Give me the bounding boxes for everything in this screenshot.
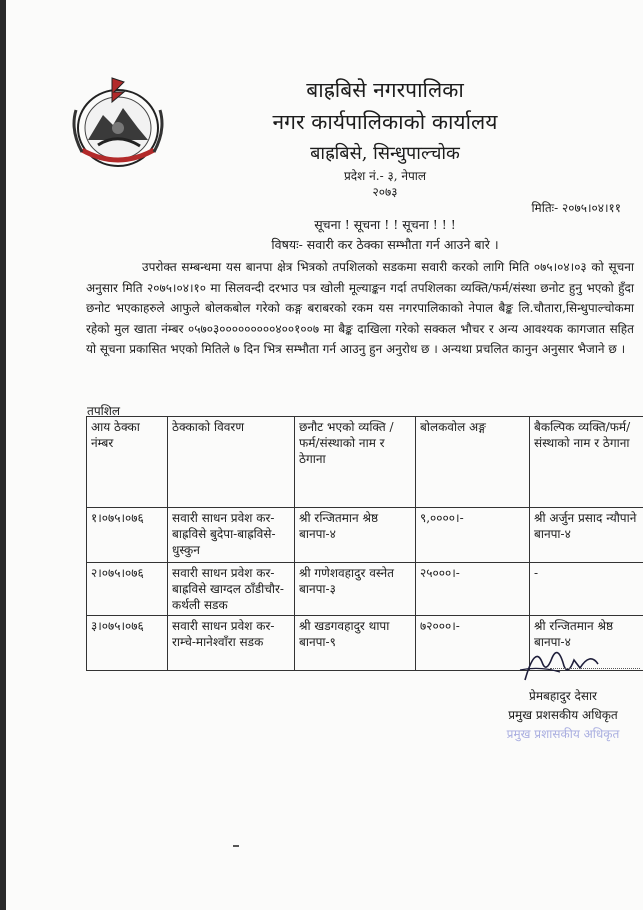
table-header-row bbox=[87, 417, 643, 508]
handwritten-signature-icon bbox=[480, 640, 640, 684]
cell-bid: ९,००००।- bbox=[416, 508, 530, 563]
cell-alternate: श्री रन्जितमान श्रेष्ठ बानपा-४ bbox=[530, 616, 643, 671]
signatory-name: प्रेमबहादुर देसार bbox=[529, 689, 597, 703]
cell-description: सवारी साधन प्रवेश कर-बाह्रविसे बुदेपा-बाह्रविसे-धुस्कुन bbox=[168, 508, 295, 563]
scan-edge bbox=[0, 0, 6, 910]
subject-line: विषयः- सवारी कर ठेक्का सम्भौता गर्न आउने बारे । bbox=[271, 237, 499, 252]
table-row bbox=[87, 508, 643, 563]
letter-date: मितिः- २०७५।०४।११ bbox=[531, 201, 621, 215]
municipality-name: बाह्रबिसे नगरपालिका bbox=[306, 78, 464, 102]
office-location: बाह्रबिसे, सिन्धुपाल्चोक bbox=[310, 143, 460, 164]
signatory-title: प्रमुख प्रशसकीय अधिकृत bbox=[508, 708, 618, 722]
cell-alternate: - bbox=[530, 563, 643, 616]
col-header-selected: छनौट भएको व्यक्ति /फर्म/संस्थाको नाम र ठेगाना bbox=[295, 417, 416, 508]
cell-description: सवारी साधन प्रवेश कर-बाह्रविसे खाग्दल ठाँडीचौर-कर्थली सडक bbox=[168, 563, 295, 616]
col-header-contract-no: आय ठेक्का नंम्बर bbox=[87, 417, 168, 508]
notice-title: सूचना ! सूचना ! ! सूचना ! ! ! bbox=[314, 217, 456, 232]
col-header-bid: बोलकवोल अङ्ग bbox=[416, 417, 530, 508]
cell-description: सवारी साधन प्रवेश कर-राम्चे-मानेश्वाँरा सडक bbox=[168, 616, 295, 671]
cell-contract-no: ३।०७५।०७६ bbox=[87, 616, 168, 671]
signature-area bbox=[480, 640, 640, 688]
table-caption: तपशिल bbox=[87, 404, 121, 418]
cell-selected: श्री गणेशवहादुर वस्नेत बानपा-३ bbox=[295, 563, 416, 616]
signature-dotted-line bbox=[550, 668, 640, 669]
col-header-description: ठेक्काको विवरण bbox=[168, 417, 295, 508]
cell-contract-no: २।०७५।०७६ bbox=[87, 563, 168, 616]
cell-alternate: श्री अर्जुन प्रसाद न्यौपाने बानपा-४ bbox=[530, 508, 643, 563]
cell-selected: श्री खडगवहादुर थापा बानपा-९ bbox=[295, 616, 416, 671]
table-row bbox=[87, 563, 643, 616]
province: प्रदेश नं.- ३, नेपाल bbox=[343, 169, 427, 183]
established-year: २०७३ bbox=[372, 185, 398, 199]
col-header-alternate: बैकल्पिक व्यक्ति/फर्म/संस्थाको नाम र ठेगाना bbox=[530, 417, 643, 508]
office-stamp: प्रमुख प्रशासकीय अधिकृत bbox=[506, 727, 620, 741]
cell-bid: ७२०००।- bbox=[416, 616, 530, 671]
cell-contract-no: १।०७५।०७६ bbox=[87, 508, 168, 563]
body-text bbox=[86, 257, 634, 360]
body-paragraph: उपरोक्त सम्बन्धमा यस बानपा क्षेत्र भित्रको तपशिलको सडकमा सवारी करको लागि मिति ०७५।०४।०३ को सूचना अनुसार मिति २०७५।०४।१० मा सिलवन्दी दरभाउ पत्र खोली मूल्याङ्कन गर्दा तपशिलका व्यक्ति/फर्म/संस्था छनोट हुनु भएको हुँदा छनोट भएकाहरुले आफुले बोलकबोल गरेको कङ्ग बराबरको रकम यस नगरपालिकाको नेपाल बैङ्क लि.चौतारा,सिन्धुपाल्चोकमा रहेको मुल खाता नंम्बर ०५७०३०००००००००४००१००७ मा बैङ्क दाखिला गरेको सक्कल भौचर र अन्य आवश्यक कागजात सहित यो सूचना प्रकासित भएको मितिले ७ दिन भित्र सम्भौता गर्न आउनु हुन अनुरोध छ । अन्यथा प्रचलित कानुन अनुसार भैजाने छ । bbox=[86, 260, 634, 356]
office-name: नगर कार्यपालिकाको कार्यालय bbox=[272, 110, 498, 134]
cell-bid: २५०००।- bbox=[416, 563, 530, 616]
cell-selected: श्री रन्जितमान श्रेष्ठ बानपा-४ bbox=[295, 508, 416, 563]
contract-table bbox=[86, 416, 643, 671]
scan-mark bbox=[233, 845, 239, 847]
